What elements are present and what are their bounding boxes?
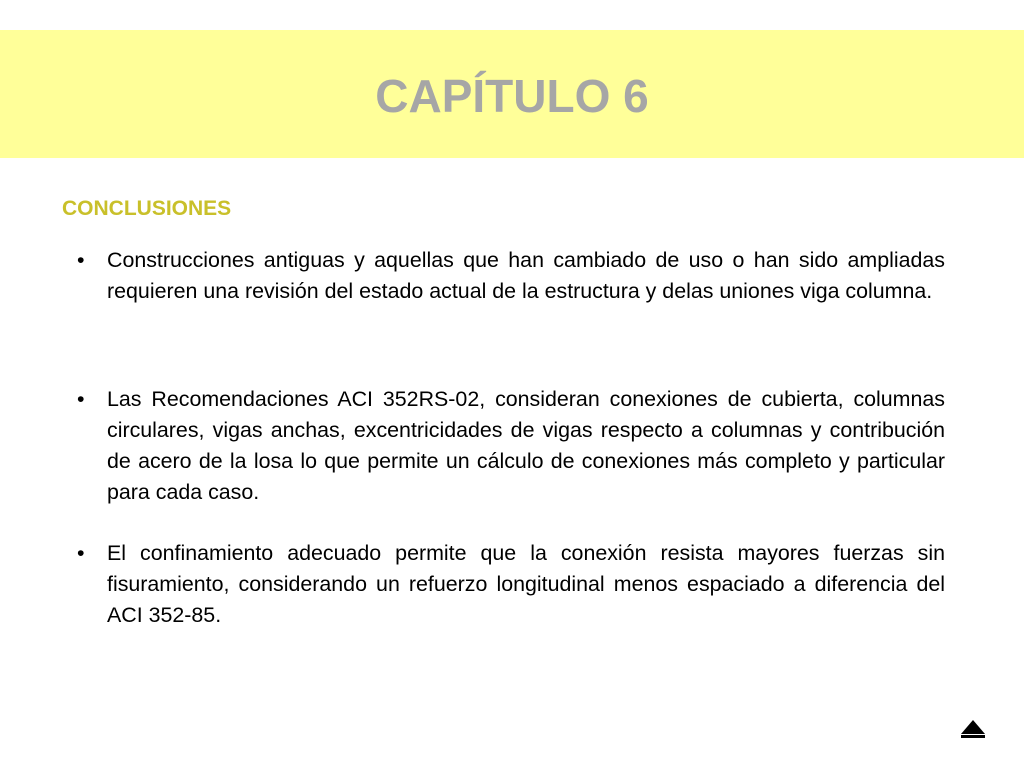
bullet-item	[77, 538, 945, 631]
bullet-icon: •	[77, 387, 85, 411]
slide-title: CAPÍTULO 6	[375, 70, 649, 122]
nav-up-button[interactable]	[960, 719, 986, 739]
bullet-text: Construcciones antiguas y aquellas que han cambiado de uso o han sido ampliadas requieren una revisión del estado actual de la estructura y delas uniones viga columna.	[107, 248, 945, 303]
bullet-icon: •	[77, 248, 85, 272]
bullet-item	[77, 245, 945, 307]
bullet-text: El confinamiento adecuado permite que la conexión resista mayores fuerzas sin fisuramiento, considerando un refuerzo longitudinal menos espaciado a diferencia del ACI 352-85.	[107, 541, 945, 627]
bullet-item	[77, 384, 945, 508]
triangle-up-icon	[960, 719, 986, 739]
bullet-icon: •	[77, 541, 85, 565]
section-heading: CONCLUSIONES	[62, 197, 232, 220]
bullet-text: Las Recomendaciones ACI 352RS-02, consideran conexiones de cubierta, columnas circulares, vigas anchas, excentricidades de vigas respecto a columnas y contribución de acero de la losa lo que permite un cálculo de conexiones más completo y particular para cada caso.	[107, 387, 945, 504]
